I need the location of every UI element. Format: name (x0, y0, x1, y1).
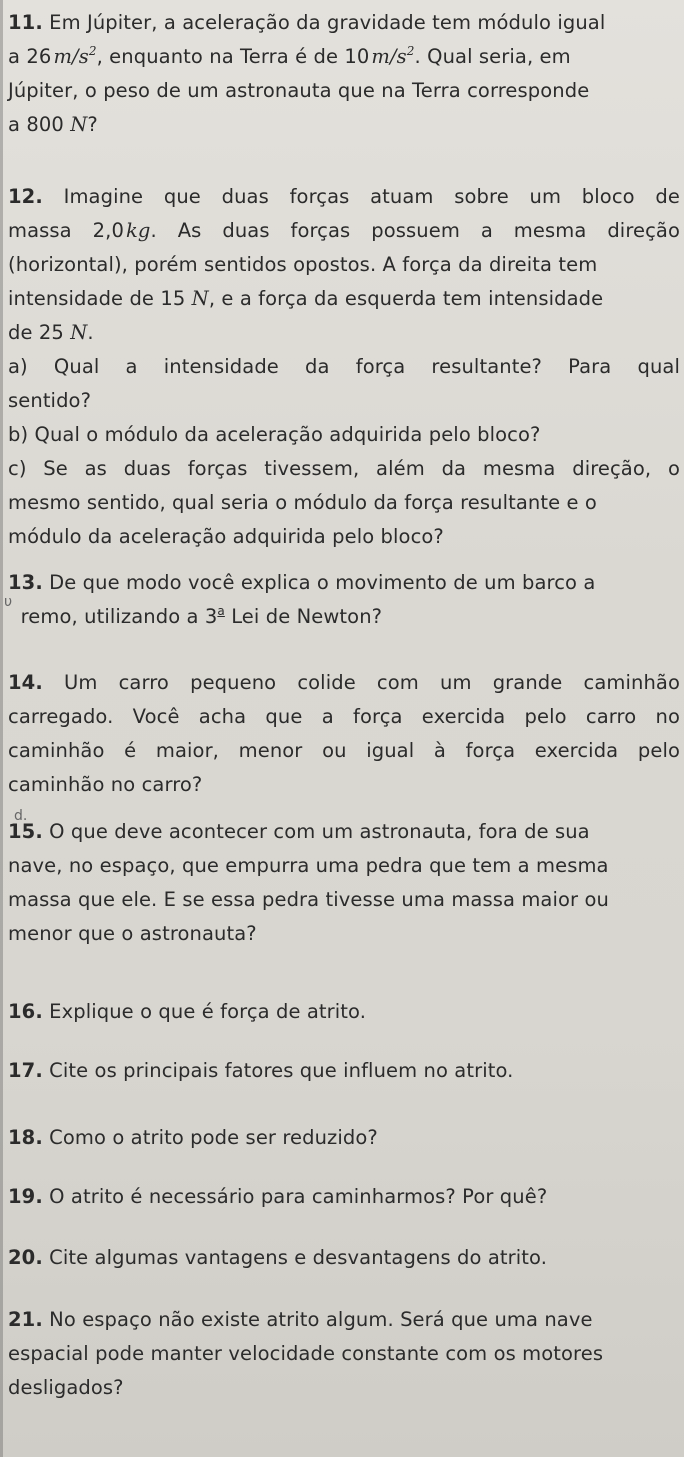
question-text: a (8, 113, 21, 136)
unit: m/s (371, 45, 407, 68)
question-14 (8, 666, 680, 802)
unit: kg (126, 219, 151, 242)
question-text: Júpiter, o peso de um astronauta que na Terra corresponde (8, 79, 590, 102)
item-text: sentido? (8, 389, 92, 412)
question-17 (8, 1054, 680, 1088)
item-text: mesmo sentido, qual seria o módulo da força resultante e o (8, 491, 597, 514)
value-g-earth: 10 (344, 45, 370, 68)
question-number: 18. (8, 1126, 43, 1149)
question-21 (8, 1303, 680, 1405)
question-text: a (8, 45, 21, 68)
unit: m/s (53, 45, 89, 68)
ordinal-sup: a (217, 604, 225, 618)
item-text: Se as duas forças tivessem, além da mesma direção, o (43, 457, 680, 480)
question-text: . Qual seria, em (414, 45, 571, 68)
question-number: 16. (8, 1000, 43, 1023)
question-number: 21. (8, 1308, 43, 1331)
question-text: Explique o que é força de atrito. (49, 1000, 367, 1023)
item-text: módulo da aceleração adquirida pelo bloco? (8, 525, 444, 548)
question-text: O que deve acontecer com um astronauta, fora de sua (49, 820, 590, 843)
question-text: , e a força da esquerda tem intensidade (208, 287, 604, 310)
question-12: 12. Imagine que duas forças atuam sobre um bloco de massa 2,0 kg. As duas forças possuem a mesma direção (horizontal), porém sentidos opostos. A força da direita tem intensidade de 15 N, e a força da esquerda tem intensidade de 25 N. a) Qual a intensidade da força resultante? Para qual sentido? b) Qual o módulo da aceleração adquirida pelo bloco? c) Se as duas forças tivessem, além da mesma direção, o mesmo sentido, qual seria o módulo da força resultante e o módulo da aceleração adquirida pelo bloco? (8, 185, 681, 548)
question-text: O atrito é necessário para caminharmos? Por quê? (49, 1185, 548, 1208)
question-number: 15. (8, 820, 43, 843)
question-text: Um carro pequeno colide com um grande caminhão (64, 671, 680, 694)
question-text: Cite os principais fatores que influem no atrito. (49, 1059, 514, 1082)
question-number: 20. (8, 1246, 43, 1269)
question-text: , enquanto na Terra é de (96, 45, 339, 68)
question-text: menor que o astronauta? (8, 922, 257, 945)
question-text: caminhão no carro? (8, 773, 203, 796)
handwritten-mark: d. (14, 808, 28, 824)
value-weight: 800 (26, 113, 64, 136)
question-text: caminhão é maior, menor ou igual à força exercida pelo (8, 739, 680, 762)
item-label: c) (8, 457, 27, 480)
question-18 (8, 1121, 680, 1155)
unit: N (191, 287, 209, 310)
unit: N (70, 321, 88, 344)
question-text: massa 2,0 (8, 219, 124, 242)
question-text: desligados? (8, 1376, 124, 1399)
item-label: a) (8, 355, 28, 378)
question-number: 17. (8, 1059, 43, 1082)
question-text: intensidade de 15 (8, 287, 186, 310)
question-text: carregado. Você acha que a força exercida pelo carro no (8, 705, 680, 728)
question-text: nave, no espaço, que empurra uma pedra que tem a mesma (8, 854, 609, 877)
question-text: massa que ele. E se essa pedra tivesse uma massa maior ou (8, 888, 609, 911)
question-text: . As duas forças possuem a mesma direção (150, 219, 681, 242)
question-text: Lei de Newton? (231, 605, 383, 628)
question-19 (8, 1180, 680, 1214)
question-text: No espaço não existe atrito algum. Será que uma nave (49, 1308, 593, 1331)
exponent: 2 (88, 44, 97, 58)
question-13 (8, 566, 680, 634)
question-number: 19. (8, 1185, 43, 1208)
question-text: Como o atrito pode ser reduzido? (49, 1126, 378, 1149)
value-g-jupiter: 26 (26, 45, 52, 68)
exponent: 2 (406, 44, 415, 58)
question-text: de 25 (8, 321, 64, 344)
question-number: 14. (8, 671, 43, 694)
handwritten-mark: υ (4, 594, 13, 610)
question-text: espacial pode manter velocidade constante com os motores (8, 1342, 604, 1365)
question-number: 11. (8, 11, 43, 34)
question-text: Em Júpiter, a aceleração da gravidade tem módulo igual (49, 11, 606, 34)
item-text: Qual a intensidade da força resultante? Para qual (53, 355, 680, 378)
page-edge-shadow (0, 0, 3, 1457)
question-text: (horizontal), porém sentidos opostos. A força da direita tem (8, 253, 598, 276)
question-20 (8, 1241, 680, 1275)
item-text: Qual o módulo da aceleração adquirida pelo bloco? (34, 423, 541, 446)
ordinal: 3 (204, 605, 218, 628)
question-number: 12. (8, 185, 43, 208)
item-label: b) (8, 423, 29, 446)
question-15 (8, 815, 680, 951)
question-number: 13. (8, 571, 43, 594)
question-11: 11. Em Júpiter, a aceleração da gravidade tem módulo igual a 26 $m/s^2$, enquanto na Terra é de 10 $m/s^2$. Qual seria, em Júpiter, o peso de um astronauta que na Terra corresponde a 800 N? (8, 11, 606, 136)
question-text: remo, utilizando a (20, 605, 199, 628)
unit: N (70, 113, 88, 136)
question-text: Cite algumas vantagens e desvantagens do atrito. (49, 1246, 548, 1269)
question-text: De que modo você explica o movimento de um barco a (49, 571, 596, 594)
question-text: Imagine que duas forças atuam sobre um bloco de (63, 185, 680, 208)
question-16 (8, 995, 680, 1029)
